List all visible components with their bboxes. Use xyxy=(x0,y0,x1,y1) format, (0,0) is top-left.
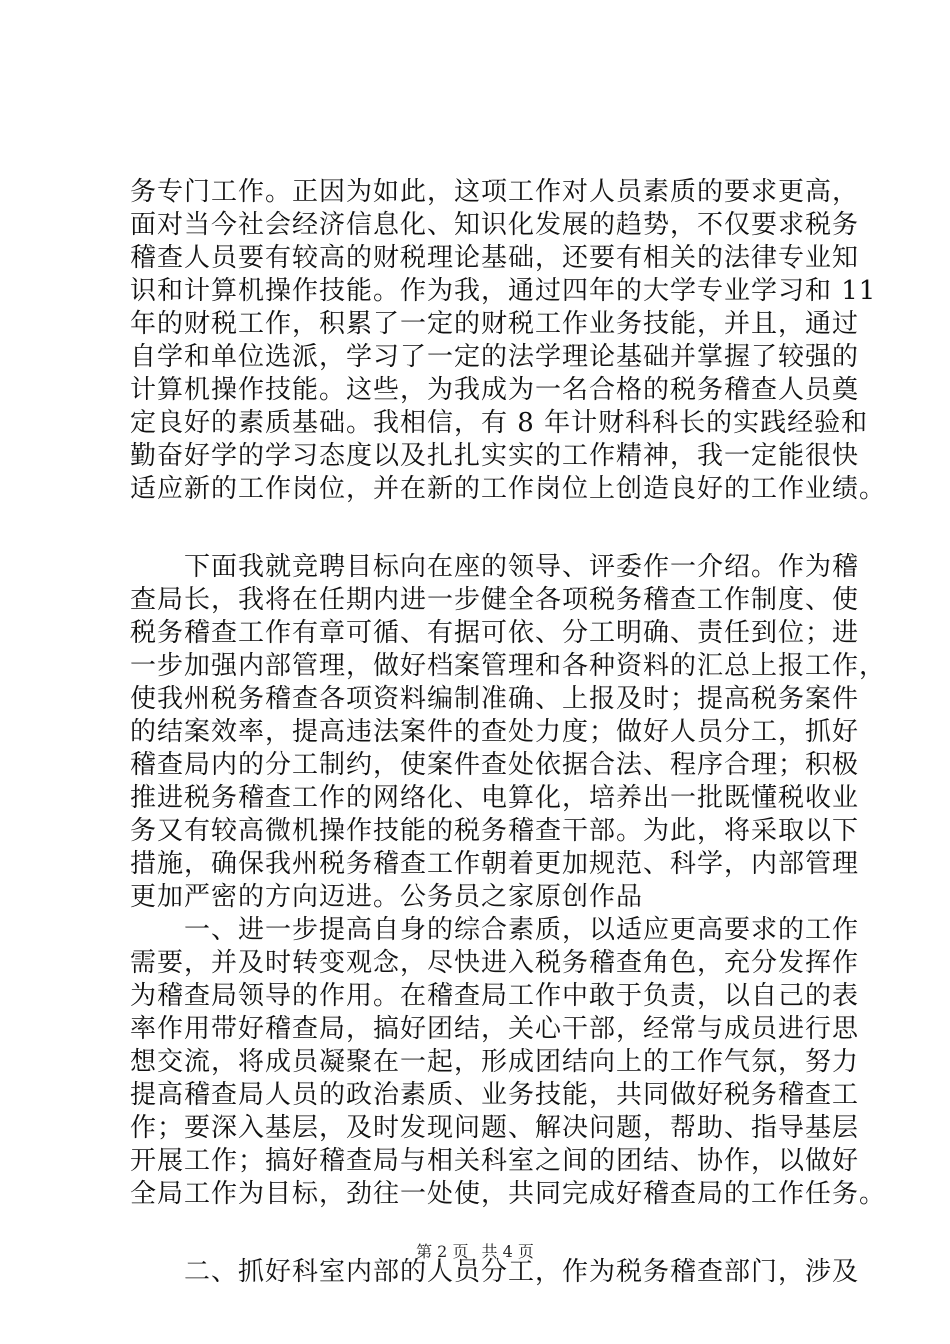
text-line: 率作用带好稽查局，搞好团结，关心干部，经常与成员进行思 xyxy=(130,1014,860,1044)
text-line: 更加严密的方向迈进。公务员之家原创作品 xyxy=(130,882,644,912)
text-line: 查局长，我将在任期内进一步健全各项税务稽查工作制度、使 xyxy=(130,585,860,615)
paragraph-spacer xyxy=(130,506,830,551)
text-line: 下面我就竞聘目标向在座的领导、评委作一介绍。作为稽 xyxy=(130,552,860,582)
text-line: 税务稽查工作有章可循、有据可依、分工明确、责任到位；进 xyxy=(130,618,860,648)
text-line: 一步加强内部管理，做好档案管理和各种资料的汇总上报工作， xyxy=(130,651,887,681)
text-line: 一、进一步提高自身的综合素质，以适应更高要求的工作 xyxy=(130,915,860,945)
text-line: 措施，确保我州税务稽查工作朝着更加规范、科学，内部管理 xyxy=(130,849,860,879)
text-line: 需要，并及时转变观念，尽快进入税务稽查角色，充分发挥作 xyxy=(130,948,860,978)
text-line: 推进税务稽查工作的网络化、电算化，培养出一批既懂税收业 xyxy=(130,783,860,813)
text-line: 为稽查局领导的作用。在稽查局工作中敢于负责，以自己的表 xyxy=(130,981,860,1011)
text-line: 适应新的工作岗位，并在新的工作岗位上创造良好的工作业绩。 xyxy=(130,474,887,504)
text-line: 定良好的素质基础。我相信，有 8 年计财科科长的实践经验和 xyxy=(130,408,869,438)
text-line: 自学和单位选派，学习了一定的法学理论基础并掌握了较强的 xyxy=(130,342,860,372)
text-line: 识和计算机操作技能。作为我，通过四年的大学专业学习和 11 xyxy=(130,276,877,306)
text-line: 稽查局内的分工制约，使案件查处依据合法、程序合理；积极 xyxy=(130,750,860,780)
text-line: 二、抓好科室内部的人员分工，作为税务稽查部门，涉及 xyxy=(130,1257,860,1287)
text-line: 全局工作为目标，劲往一处使，共同完成好稽查局的工作任务。 xyxy=(130,1179,887,1209)
text-line: 勤奋好学的学习态度以及扎扎实实的工作精神，我一定能很快 xyxy=(130,441,860,471)
text-line: 面对当今社会经济信息化、知识化发展的趋势，不仅要求税务 xyxy=(130,210,860,240)
text-line: 开展工作；搞好稽查局与相关科室之间的团结、协作，以做好 xyxy=(130,1146,860,1176)
text-line: 的结案效率，提高违法案件的查处力度；做好人员分工，抓好 xyxy=(130,717,860,747)
page-total: 共 4 页 xyxy=(481,1242,534,1261)
text-line: 计算机操作技能。这些，为我成为一名合格的税务稽查人员奠 xyxy=(130,375,860,405)
text-line: 务专门工作。正因为如此，这项工作对人员素质的要求更高， xyxy=(130,177,860,207)
document-body xyxy=(130,176,887,1289)
paragraph xyxy=(130,551,887,914)
page-number: 第 2 页 xyxy=(416,1242,469,1261)
text-line: 稽查人员要有较高的财税理论基础，还要有相关的法律专业知 xyxy=(130,243,860,273)
text-line: 年的财税工作，积累了一定的财税工作业务技能，并且，通过 xyxy=(130,309,860,339)
text-line: 提高稽查局人员的政治素质、业务技能，共同做好税务稽查工 xyxy=(130,1080,860,1110)
text-line: 务又有较高微机操作技能的税务稽查干部。为此，将采取以下 xyxy=(130,816,860,846)
text-line: 作；要深入基层，及时发现问题、解决问题，帮助、指导基层 xyxy=(130,1113,860,1143)
page-footer xyxy=(0,1242,950,1262)
paragraph xyxy=(130,176,887,506)
paragraph xyxy=(130,914,887,1211)
text-line: 使我州税务稽查各项资料编制准确、上报及时；提高税务案件 xyxy=(130,684,860,714)
text-line: 想交流，将成员凝聚在一起，形成团结向上的工作气氛，努力 xyxy=(130,1047,860,1077)
